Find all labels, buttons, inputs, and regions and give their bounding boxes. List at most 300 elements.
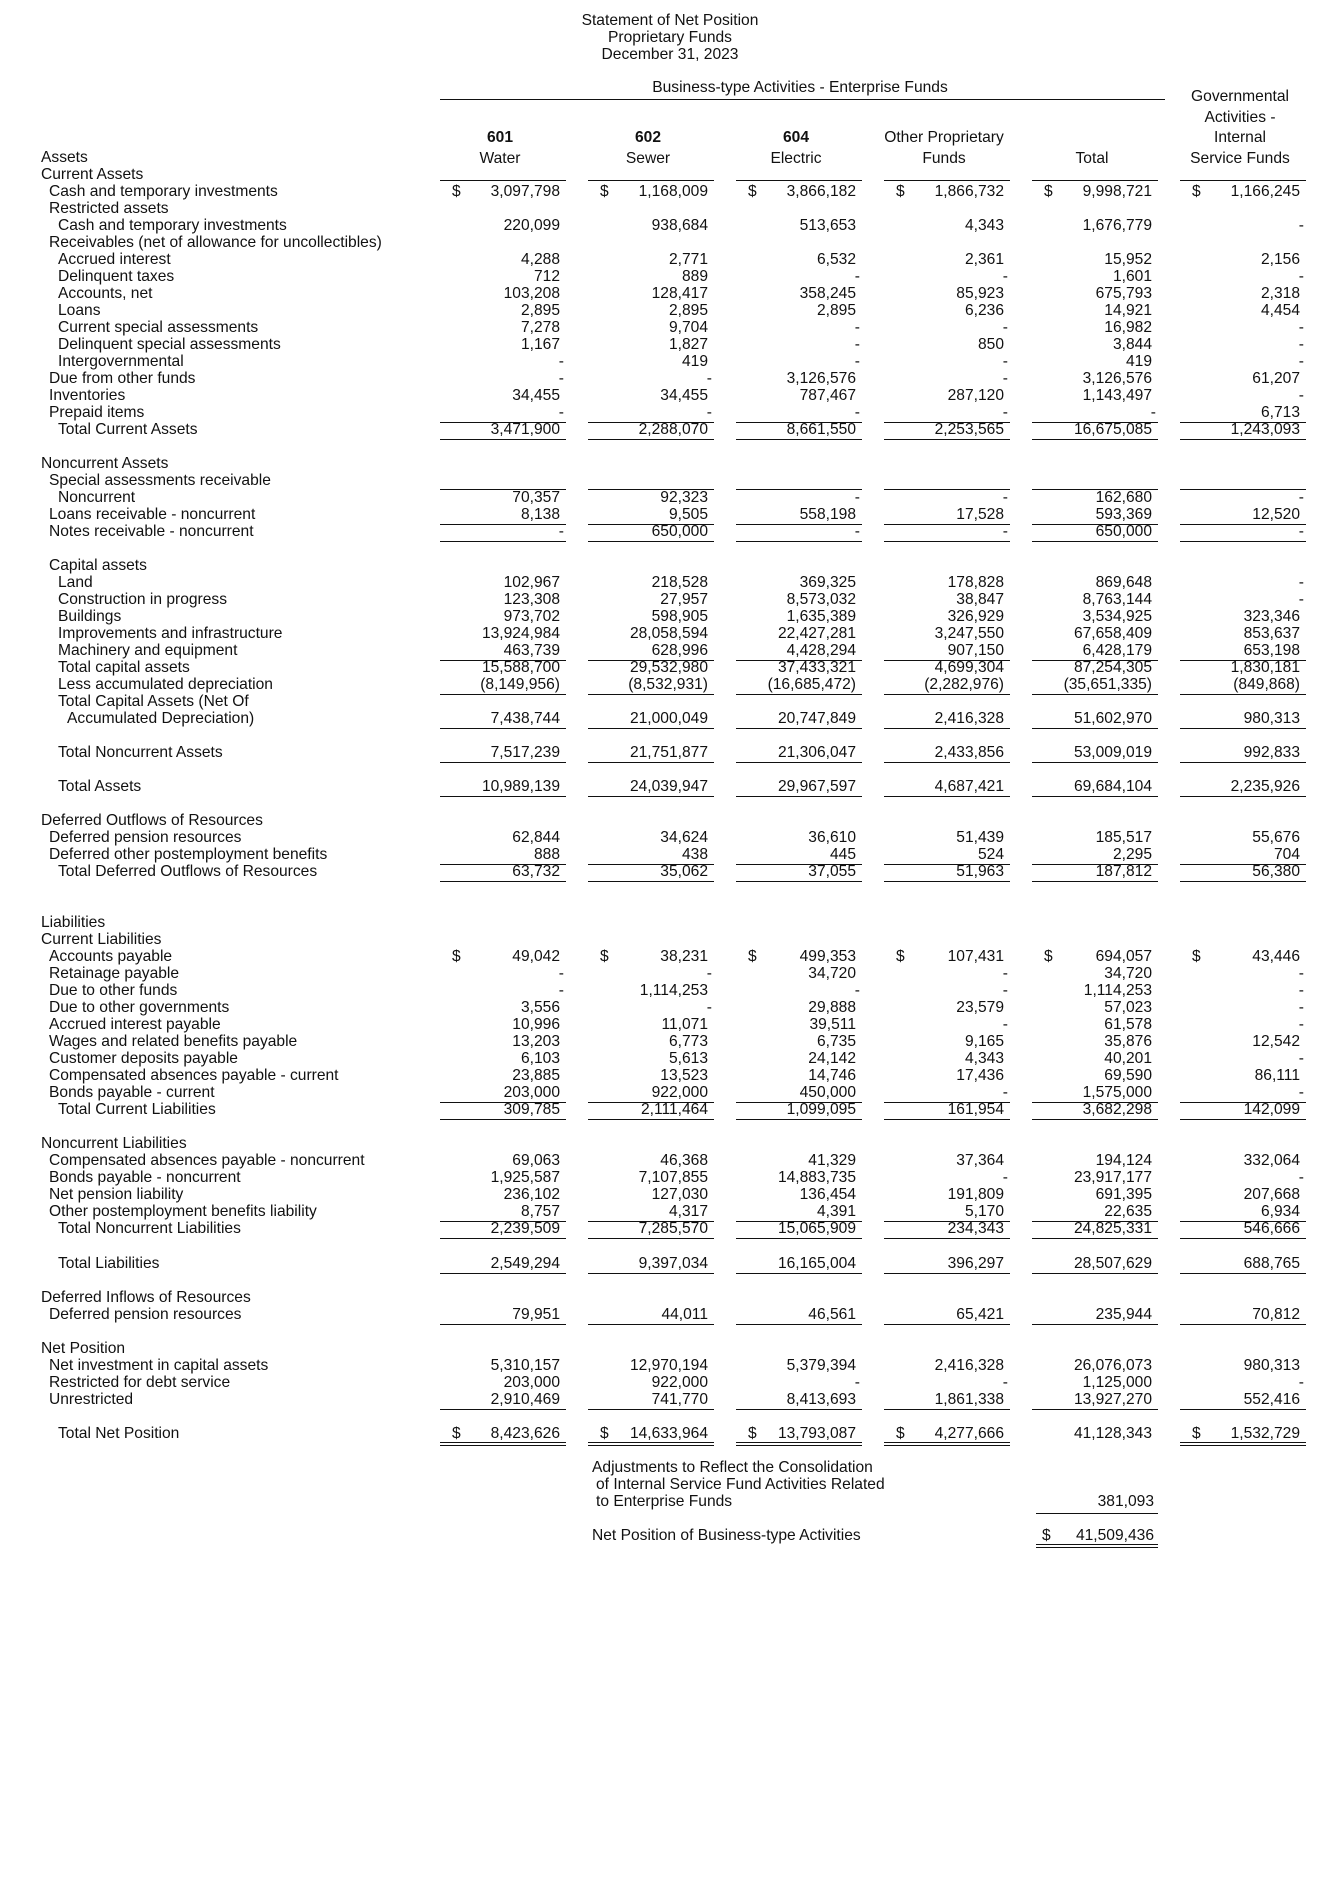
rule [1032, 439, 1158, 440]
rule [588, 439, 714, 440]
rule [440, 439, 566, 440]
column-header-line: 604 [782, 129, 810, 146]
cell-sewer: 35,062 [660, 863, 708, 880]
cell-internal-service: 1,532,729 [1230, 1425, 1300, 1442]
row-label: Deferred pension resources [49, 1306, 242, 1323]
cell-sewer: 9,397,034 [638, 1255, 708, 1272]
cell-electric: 6,735 [816, 1033, 856, 1050]
currency-symbol: $ [452, 1425, 461, 1442]
rule [1180, 694, 1306, 695]
rule [1180, 1273, 1306, 1274]
cell-total: 40,201 [1104, 1050, 1152, 1067]
double-rule [884, 1442, 1010, 1446]
row-label: Due to other funds [49, 982, 178, 999]
rule [1180, 762, 1306, 763]
column-header-rule [736, 180, 862, 181]
row-label: Current Assets [41, 166, 144, 183]
rule [1180, 1119, 1306, 1120]
column-header-line: Service Funds [1190, 149, 1290, 167]
cell-internal-service: 980,313 [1243, 1357, 1300, 1374]
rule [440, 541, 566, 542]
cell-total: 650,000 [1095, 523, 1152, 540]
statement-title: Statement of Net Position [581, 12, 759, 29]
cell-electric: 2,895 [816, 302, 856, 319]
cell-sewer: 1,827 [668, 336, 708, 353]
column-header-rule [588, 180, 714, 181]
cell-sewer: 922,000 [651, 1374, 708, 1391]
cell-total: 162,680 [1095, 489, 1152, 506]
rule [1180, 881, 1306, 882]
cell-total: 28,507,629 [1073, 1255, 1152, 1272]
rule [884, 796, 1010, 797]
cell-electric: 37,433,321 [777, 659, 856, 676]
column-header-sewer [578, 128, 718, 169]
cell-water: 712 [533, 268, 560, 285]
row-label: Total Noncurrent Liabilities [58, 1220, 241, 1237]
cell-total: 1,125,000 [1082, 1374, 1152, 1391]
cell-electric: 6,532 [816, 251, 856, 268]
cell-internal-service: - [1298, 1050, 1304, 1067]
cell-sewer: 650,000 [651, 523, 708, 540]
cell-other-proprietary: - [1002, 268, 1008, 285]
cell-other-proprietary: 1,866,732 [934, 183, 1004, 200]
cell-sewer: (8,532,931) [628, 676, 708, 693]
cell-electric: 22,427,281 [777, 625, 856, 642]
cell-water: 463,739 [503, 642, 560, 659]
cell-total: 35,876 [1104, 1033, 1152, 1050]
cell-other-proprietary: 4,687,421 [934, 778, 1004, 795]
cell-electric: 445 [829, 846, 856, 863]
cell-total: 3,844 [1112, 336, 1152, 353]
rule [1032, 1409, 1158, 1410]
cell-other-proprietary: 396,297 [947, 1255, 1004, 1272]
cell-sewer: 12,970,194 [629, 1357, 708, 1374]
rule [1180, 541, 1306, 542]
row-label: Net pension liability [49, 1186, 184, 1203]
row-label: Special assessments receivable [49, 472, 271, 489]
adjustment-line: Adjustments to Reflect the Consolidation [592, 1459, 873, 1476]
column-header-line: Internal [1213, 129, 1266, 146]
cell-sewer: 127,030 [651, 1186, 708, 1203]
row-label: Capital assets [49, 557, 147, 574]
cell-internal-service: - [1298, 1084, 1304, 1101]
rule [1032, 541, 1158, 542]
cell-other-proprietary: 2,416,328 [934, 1357, 1004, 1374]
cell-electric: - [854, 1374, 860, 1391]
cell-water: - [558, 965, 564, 982]
cell-electric: 1,099,095 [786, 1101, 856, 1118]
cell-sewer: - [706, 965, 712, 982]
cell-water: 102,967 [503, 574, 560, 591]
cell-sewer: 5,613 [668, 1050, 708, 1067]
cell-internal-service: (849,868) [1233, 676, 1300, 693]
cell-internal-service: - [1298, 523, 1304, 540]
cell-water: 123,308 [503, 591, 560, 608]
rule [884, 1238, 1010, 1239]
cell-total: 41,128,343 [1073, 1425, 1152, 1442]
cell-electric: 37,055 [808, 863, 856, 880]
cell-sewer: 29,532,980 [629, 659, 708, 676]
cell-sewer: 938,684 [651, 217, 708, 234]
cell-electric: 29,888 [808, 999, 856, 1016]
row-label: Deferred Inflows of Resources [41, 1289, 251, 1306]
cell-total: 15,952 [1104, 251, 1152, 268]
cell-other-proprietary: - [1002, 1084, 1008, 1101]
cell-water: - [558, 523, 564, 540]
cell-sewer: 922,000 [651, 1084, 708, 1101]
rule [588, 762, 714, 763]
cell-water: - [558, 370, 564, 387]
cell-sewer: 21,751,877 [629, 744, 708, 761]
row-label: Other postemployment benefits liability [49, 1203, 317, 1220]
cell-sewer: 218,528 [651, 574, 708, 591]
cell-internal-service: 56,380 [1252, 863, 1300, 880]
cell-other-proprietary: 3,247,550 [934, 625, 1004, 642]
cell-total: 2,295 [1112, 846, 1152, 863]
cell-sewer: 11,071 [661, 1016, 708, 1033]
cell-other-proprietary: 2,433,856 [934, 744, 1004, 761]
currency-symbol: $ [1044, 948, 1053, 965]
rule [884, 1324, 1010, 1325]
row-label: Current special assessments [58, 319, 259, 336]
rule [736, 1238, 862, 1239]
cell-internal-service: 332,064 [1243, 1152, 1300, 1169]
rule [588, 881, 714, 882]
cell-electric: 369,325 [799, 574, 856, 591]
rule [1180, 796, 1306, 797]
cell-electric: - [854, 268, 860, 285]
cell-electric: 15,065,909 [777, 1220, 856, 1237]
row-label: Cash and temporary investments [58, 217, 287, 234]
row-label: Deferred pension resources [49, 829, 242, 846]
cell-other-proprietary: - [1002, 404, 1008, 421]
cell-electric: 29,967,597 [777, 778, 856, 795]
cell-electric: 8,413,693 [786, 1391, 856, 1408]
cell-electric: - [854, 353, 860, 370]
rule [440, 796, 566, 797]
cell-internal-service: 86,111 [1254, 1067, 1300, 1084]
cell-water: 13,924,984 [481, 625, 560, 642]
cell-sewer: 438 [681, 846, 708, 863]
cell-other-proprietary: 17,528 [956, 506, 1004, 523]
double-rule [736, 1442, 862, 1446]
cell-other-proprietary: - [1002, 1169, 1008, 1186]
cell-other-proprietary: (2,282,976) [924, 676, 1004, 693]
cell-other-proprietary: - [1002, 982, 1008, 999]
currency-symbol: $ [1192, 1425, 1201, 1442]
cell-other-proprietary: - [1002, 965, 1008, 982]
cell-total: 235,944 [1095, 1306, 1152, 1323]
rule [1032, 489, 1158, 490]
cell-electric: 787,467 [799, 387, 856, 404]
rule [736, 796, 862, 797]
cell-sewer: 27,957 [660, 591, 708, 608]
cell-total: 3,534,925 [1082, 608, 1152, 625]
cell-internal-service: 688,765 [1243, 1255, 1300, 1272]
cell-other-proprietary: 2,416,328 [934, 710, 1004, 727]
cell-sewer: 598,905 [651, 608, 708, 625]
cell-internal-service: 6,934 [1260, 1203, 1300, 1220]
row-label: Prepaid items [49, 404, 145, 421]
cell-other-proprietary: 2,253,565 [934, 421, 1004, 438]
cell-sewer: 9,505 [668, 506, 708, 523]
row-label: Noncurrent Assets [41, 455, 169, 472]
row-label: Accounts payable [49, 948, 173, 965]
rule [1032, 881, 1158, 882]
cell-sewer: 34,455 [660, 387, 708, 404]
row-label: Notes receivable - noncurrent [49, 523, 254, 540]
row-label: Land [58, 574, 93, 591]
cell-total: 419 [1125, 353, 1152, 370]
row-label: Compensated absences payable - current [49, 1067, 339, 1084]
row-label: Inventories [49, 387, 126, 404]
cell-total: 194,124 [1095, 1152, 1152, 1169]
double-rule [440, 1442, 566, 1446]
cell-total: 187,812 [1095, 863, 1152, 880]
cell-sewer: 2,895 [668, 302, 708, 319]
row-label: Noncurrent [58, 489, 136, 506]
cell-water: 7,278 [520, 319, 560, 336]
column-header-rule [1180, 180, 1306, 181]
cell-internal-service: - [1298, 1169, 1304, 1186]
cell-sewer: 28,058,594 [629, 625, 708, 642]
cell-water: 203,000 [503, 1374, 560, 1391]
cell-sewer: 1,114,253 [639, 982, 708, 999]
cell-internal-service: 853,637 [1243, 625, 1300, 642]
row-label: Accumulated Depreciation) [67, 710, 255, 727]
cell-sewer: 13,523 [660, 1067, 708, 1084]
row-label: Delinquent taxes [58, 268, 175, 285]
cell-internal-service: 1,830,181 [1230, 659, 1300, 676]
cell-water: 3,471,900 [490, 421, 560, 438]
cell-other-proprietary: 4,343 [964, 217, 1004, 234]
currency-symbol: $ [1192, 948, 1201, 965]
row-label: Deferred Outflows of Resources [41, 812, 263, 829]
cell-total: 13,927,270 [1073, 1391, 1152, 1408]
currency-symbol: $ [896, 183, 905, 200]
rule [1032, 1324, 1158, 1325]
row-label: Unrestricted [49, 1391, 134, 1408]
cell-internal-service: 546,666 [1243, 1220, 1300, 1237]
rule [440, 489, 566, 490]
column-header-internal-service [1170, 87, 1310, 169]
adjustment-line: of Internal Service Fund Activities Related [596, 1476, 885, 1493]
cell-sewer: - [706, 370, 712, 387]
cell-internal-service: - [1298, 489, 1304, 506]
cell-total: 22,635 [1104, 1203, 1152, 1220]
cell-internal-service: 1,243,093 [1230, 421, 1300, 438]
cell-total: 67,658,409 [1073, 625, 1152, 642]
currency-symbol: $ [1044, 183, 1053, 200]
cell-other-proprietary: 65,421 [956, 1306, 1004, 1323]
row-label: Total Net Position [58, 1425, 180, 1442]
cell-other-proprietary: - [1002, 353, 1008, 370]
row-label: Total Current Assets [58, 421, 198, 438]
rule [1032, 796, 1158, 797]
net-position-bta-value: 41,509,436 [1075, 1527, 1154, 1544]
cell-internal-service: - [1298, 965, 1304, 982]
cell-other-proprietary: - [1002, 489, 1008, 506]
rule [884, 1119, 1010, 1120]
cell-total: 14,921 [1104, 302, 1152, 319]
currency-symbol: $ [748, 948, 757, 965]
cell-water: 79,951 [512, 1306, 560, 1323]
rule [736, 1409, 862, 1410]
cell-electric: 36,610 [808, 829, 856, 846]
cell-electric: 34,720 [808, 965, 856, 982]
cell-internal-service: - [1298, 217, 1304, 234]
cell-water: 7,517,239 [490, 744, 560, 761]
cell-total: 8,763,144 [1082, 591, 1152, 608]
cell-electric: 46,561 [808, 1306, 856, 1323]
rule [588, 489, 714, 490]
cell-internal-service: - [1298, 1016, 1304, 1033]
cell-sewer: - [706, 999, 712, 1016]
row-label: Total Current Liabilities [58, 1101, 216, 1118]
cell-electric: 513,653 [799, 217, 856, 234]
column-header-line: Sewer [625, 149, 671, 167]
cell-internal-service: 70,812 [1252, 1306, 1300, 1323]
cell-other-proprietary: 161,954 [947, 1101, 1004, 1118]
cell-sewer: 419 [681, 353, 708, 370]
rule [736, 694, 862, 695]
adjustment-value: 381,093 [1097, 1493, 1154, 1510]
rule [440, 1324, 566, 1325]
cell-total: 9,998,721 [1082, 183, 1152, 200]
rule [884, 881, 1010, 882]
cell-internal-service: - [1298, 1374, 1304, 1391]
cell-total: 51,602,970 [1073, 710, 1152, 727]
currency-symbol: $ [896, 1425, 905, 1442]
cell-other-proprietary: 4,343 [964, 1050, 1004, 1067]
row-label: Restricted assets [49, 200, 169, 217]
cell-water: 3,097,798 [490, 183, 560, 200]
cell-sewer: 7,107,855 [638, 1169, 708, 1186]
cell-water: 6,103 [520, 1050, 560, 1067]
column-header-line: 601 [486, 129, 514, 146]
rule [1180, 1324, 1306, 1325]
cell-other-proprietary: 1,861,338 [934, 1391, 1004, 1408]
column-header-line: Funds [922, 149, 966, 167]
row-label: Total capital assets [58, 659, 190, 676]
cell-total: 34,720 [1104, 965, 1152, 982]
cell-other-proprietary: - [1002, 1374, 1008, 1391]
currency-symbol: $ [600, 1425, 609, 1442]
cell-electric: - [854, 336, 860, 353]
cell-water: - [558, 404, 564, 421]
cell-sewer: 6,773 [668, 1033, 708, 1050]
cell-other-proprietary: 326,929 [947, 608, 1004, 625]
cell-water: 309,785 [503, 1101, 560, 1118]
rule [1180, 1238, 1306, 1239]
cell-water: 10,996 [512, 1016, 560, 1033]
cell-total: 694,057 [1095, 948, 1152, 965]
cell-water: 23,885 [512, 1067, 560, 1084]
cell-water: 220,099 [503, 217, 560, 234]
column-header-electric [726, 128, 866, 169]
cell-internal-service: - [1298, 387, 1304, 404]
cell-electric: 14,746 [808, 1067, 856, 1084]
cell-water: 63,732 [512, 863, 560, 880]
rule [884, 489, 1010, 490]
currency-symbol: $ [1192, 183, 1201, 200]
cell-sewer: 46,368 [660, 1152, 708, 1169]
cell-electric: 1,635,389 [786, 608, 856, 625]
cell-electric: 358,245 [799, 285, 856, 302]
cell-electric: - [854, 982, 860, 999]
column-header-total [1022, 149, 1162, 170]
row-label: Accrued interest payable [49, 1016, 221, 1033]
row-label: Bonds payable - noncurrent [49, 1169, 241, 1186]
cell-water: 34,455 [512, 387, 560, 404]
cell-other-proprietary: 850 [977, 336, 1004, 353]
rule [736, 541, 862, 542]
cell-total: (35,651,335) [1063, 676, 1152, 693]
cell-water: 7,438,744 [490, 710, 560, 727]
rule [588, 728, 714, 729]
cell-internal-service: 4,454 [1260, 302, 1300, 319]
cell-water: 2,239,509 [490, 1220, 560, 1237]
row-label: Bonds payable - current [49, 1084, 215, 1101]
cell-sewer: 128,417 [651, 285, 708, 302]
statement-date: December 31, 2023 [601, 46, 739, 63]
cell-sewer: 2,771 [668, 251, 708, 268]
column-header-line: Water [479, 149, 521, 167]
cell-total: 3,126,576 [1082, 370, 1152, 387]
row-label: Loans [58, 302, 101, 319]
row-label: Total Noncurrent Assets [58, 744, 223, 761]
row-label: Net Position [41, 1340, 126, 1357]
cell-electric: 3,866,182 [786, 183, 856, 200]
cell-water: 236,102 [503, 1186, 560, 1203]
rule [588, 796, 714, 797]
cell-electric: 450,000 [799, 1084, 856, 1101]
cell-water: 5,310,157 [490, 1357, 560, 1374]
cell-internal-service: - [1298, 591, 1304, 608]
row-label: Assets [41, 149, 88, 166]
row-label: Net investment in capital assets [49, 1357, 269, 1374]
cell-electric: 13,793,087 [777, 1425, 856, 1442]
cell-total: 1,676,779 [1082, 217, 1152, 234]
cell-internal-service: 12,542 [1252, 1033, 1300, 1050]
cell-electric: 24,142 [808, 1050, 856, 1067]
rule [588, 541, 714, 542]
cell-internal-service: 6,713 [1260, 404, 1300, 421]
cell-total: 16,675,085 [1073, 421, 1152, 438]
cell-other-proprietary: 287,120 [947, 387, 1004, 404]
rule [736, 439, 862, 440]
cell-total: 87,254,305 [1073, 659, 1152, 676]
rule [440, 1238, 566, 1239]
cell-other-proprietary: 6,236 [964, 302, 1004, 319]
adjustment-line: to Enterprise Funds [596, 1493, 733, 1510]
rule [884, 541, 1010, 542]
row-label: Buildings [58, 608, 122, 625]
statement-subtitle: Proprietary Funds [608, 29, 732, 46]
cell-total: 6,428,179 [1082, 642, 1152, 659]
cell-water: 8,138 [520, 506, 560, 523]
cell-other-proprietary: - [1002, 1016, 1008, 1033]
cell-other-proprietary: 51,439 [956, 829, 1004, 846]
cell-electric: - [854, 319, 860, 336]
row-label: Construction in progress [58, 591, 228, 608]
rule [440, 1409, 566, 1410]
row-label: Intergovernmental [58, 353, 184, 370]
cell-water: 69,063 [512, 1152, 560, 1169]
cell-sewer: 7,285,570 [638, 1220, 708, 1237]
currency-symbol: $ [600, 183, 609, 200]
cell-electric: 8,573,032 [786, 591, 856, 608]
